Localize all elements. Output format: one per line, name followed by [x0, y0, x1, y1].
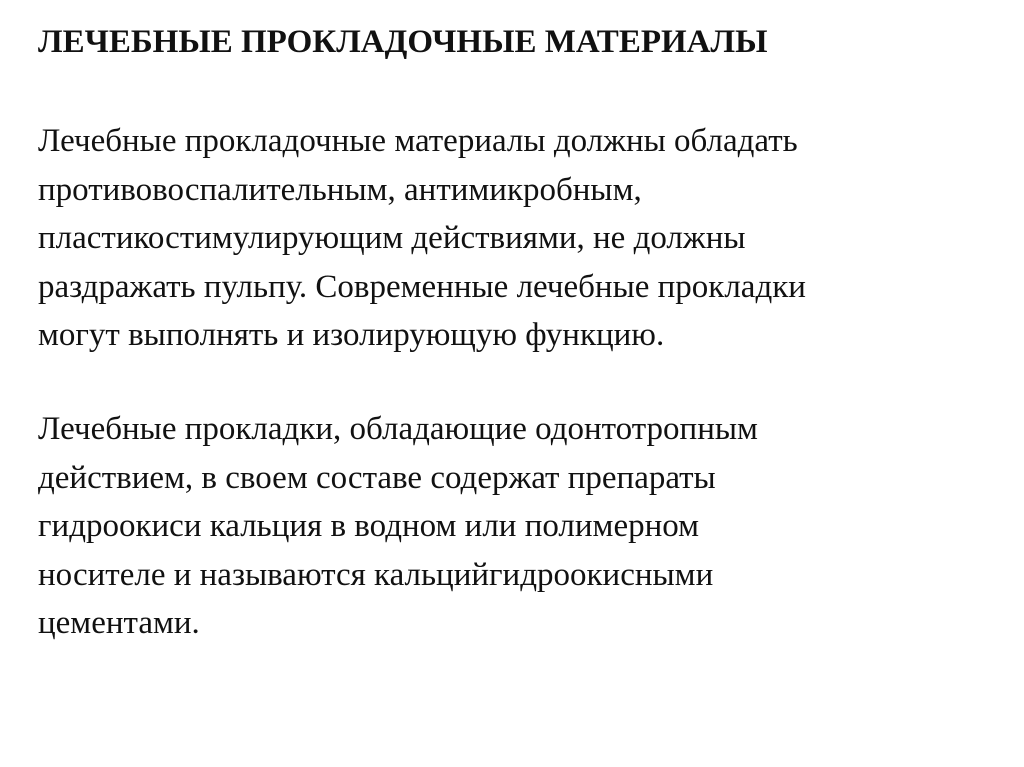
paragraph-line: гидроокиси кальция в водном или полимерном: [38, 508, 699, 544]
slide-title: ЛЕЧЕБНЫЕ ПРОКЛАДОЧНЫЕ МАТЕРИАЛЫ: [38, 24, 768, 60]
paragraph-composition: [38, 405, 998, 648]
paragraph-line: Лечебные прокладочные материалы должны обладать: [38, 123, 798, 159]
paragraph-line: могут выполнять и изолирующую функцию.: [38, 317, 665, 353]
paragraph-line: цементами.: [38, 605, 200, 641]
paragraph-line: Лечебные прокладки, обладающие одонтотропным: [38, 411, 758, 447]
paragraph-line: раздражать пульпу. Современные лечебные прокладки: [38, 268, 806, 305]
paragraph-line: противовоспалительным, антимикробным,: [38, 171, 642, 208]
paragraph-line: носителе и называются кальцийгидроокисными: [38, 556, 714, 593]
paragraph-line: действием, в своем составе содержат препараты: [38, 459, 716, 496]
paragraph-line: пластикостимулирующим действиями, не должны: [38, 220, 746, 256]
paragraph-requirements: [38, 117, 998, 360]
